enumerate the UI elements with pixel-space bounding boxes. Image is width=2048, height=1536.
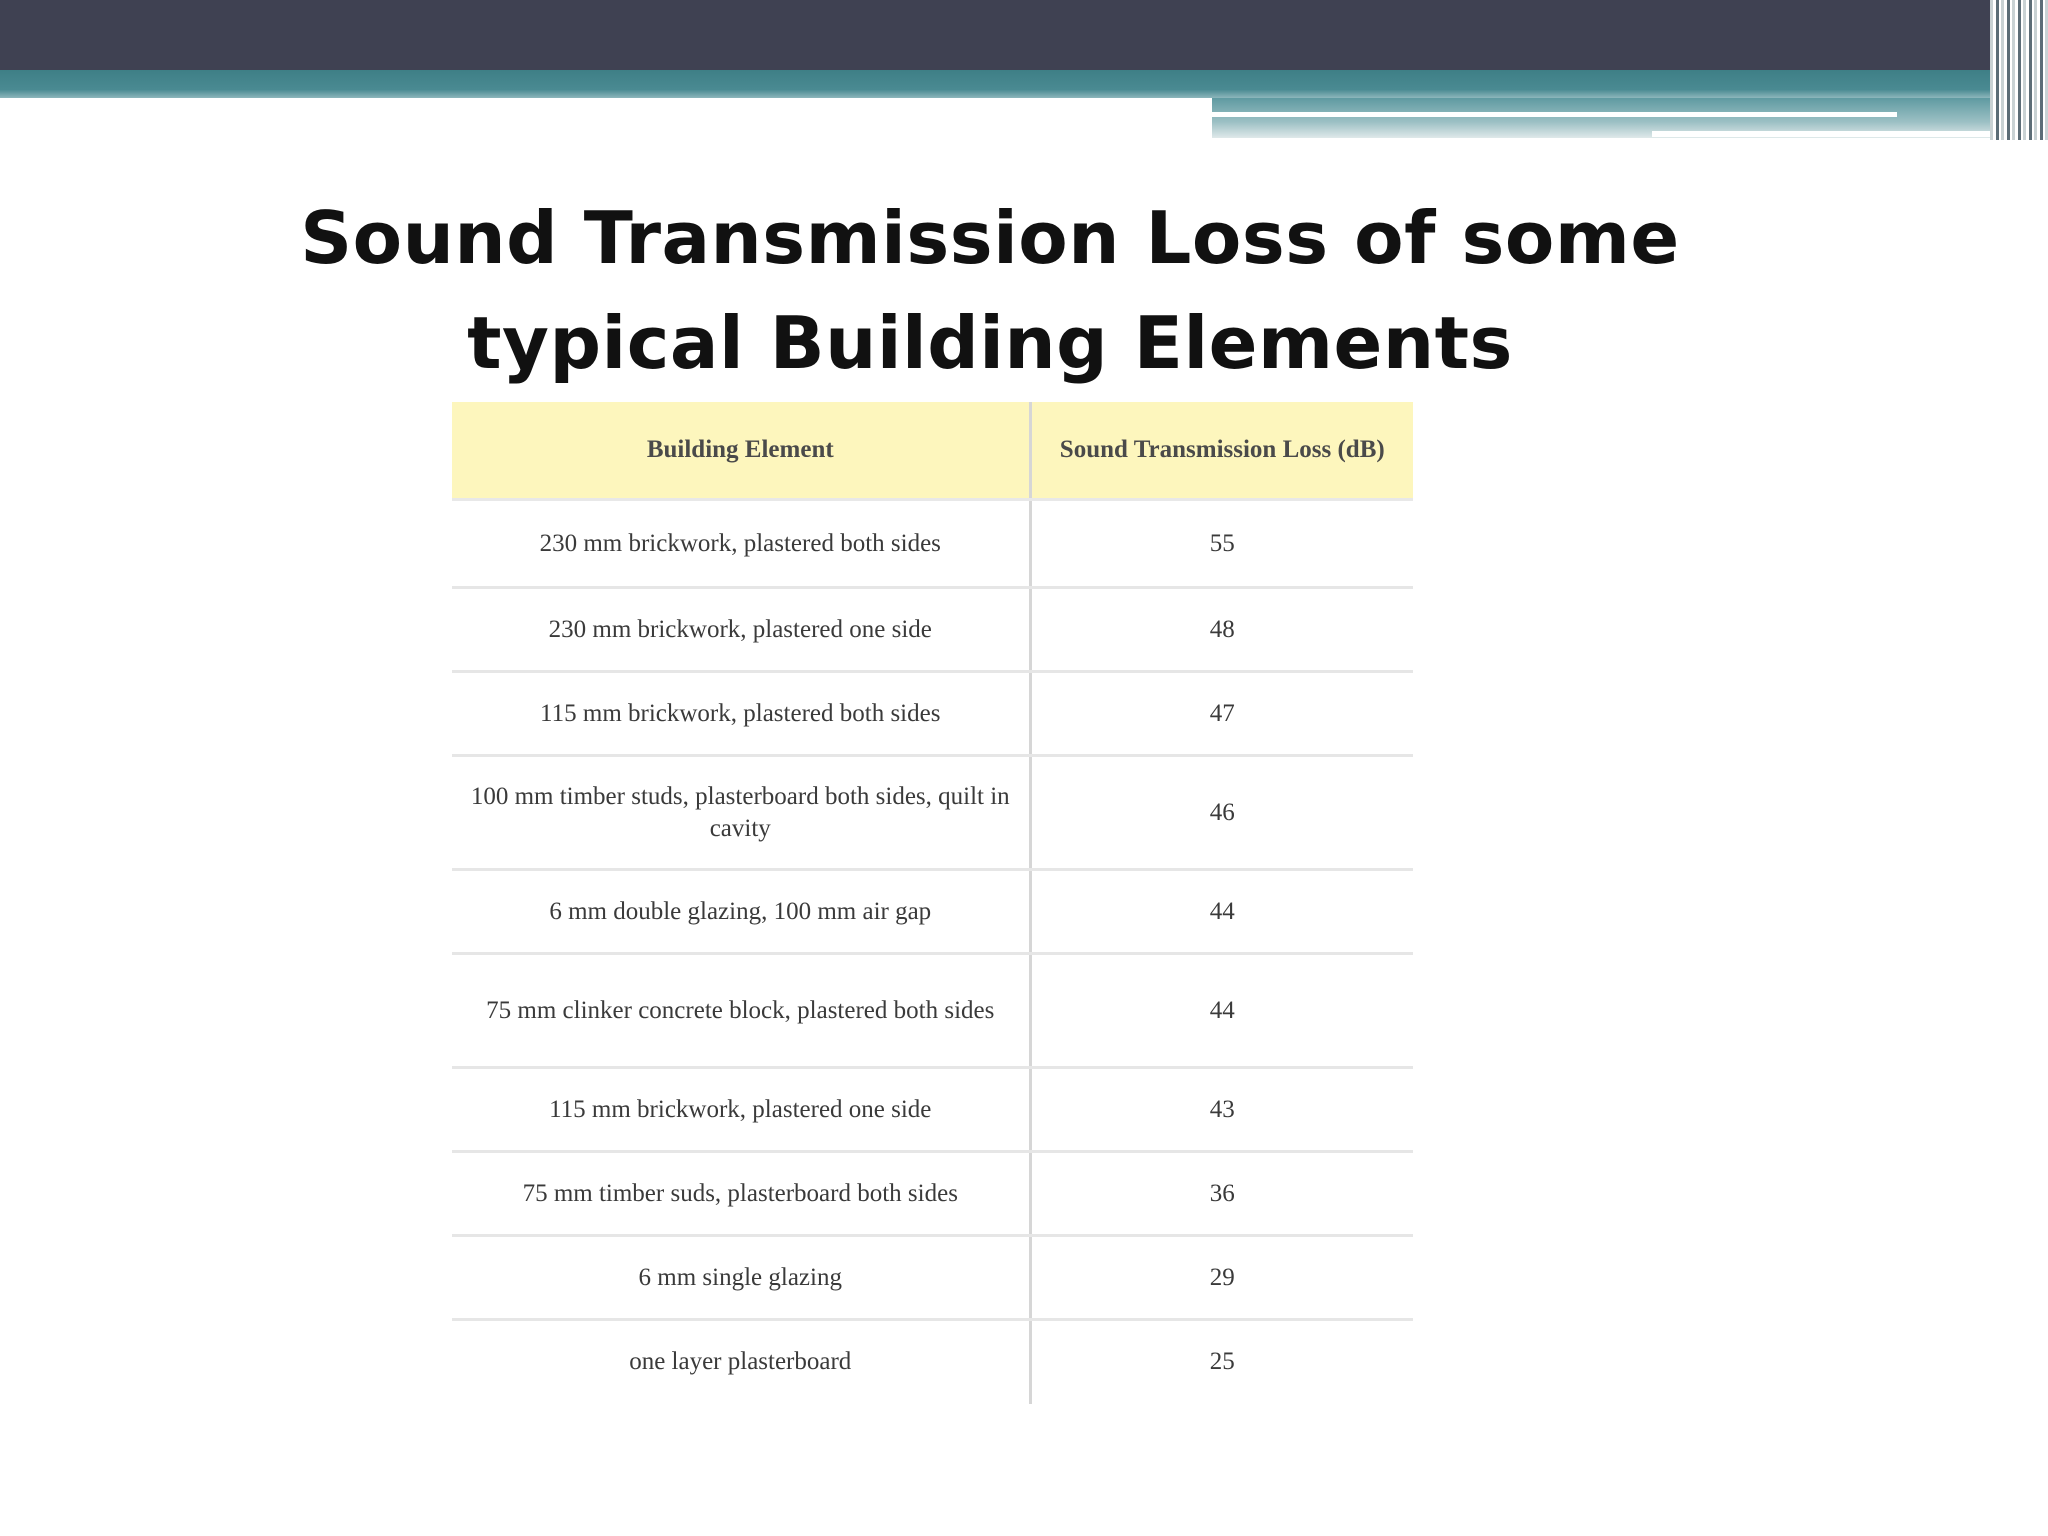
header-accent-line xyxy=(1212,112,1897,117)
table-row xyxy=(452,1236,1413,1320)
header-band-teal xyxy=(0,70,2048,98)
header-edge-stripes xyxy=(1990,0,2048,140)
table-row xyxy=(452,870,1413,954)
cell-loss: 48 xyxy=(1030,588,1413,672)
cell-loss: 43 xyxy=(1030,1068,1413,1152)
cell-loss: 46 xyxy=(1030,756,1413,870)
cell-loss: 44 xyxy=(1030,870,1413,954)
table-header-row xyxy=(452,402,1413,500)
cell-loss: 55 xyxy=(1030,500,1413,588)
cell-element: 6 mm double glazing, 100 mm air gap xyxy=(452,870,1030,954)
header-band-dark xyxy=(0,0,2048,70)
table-row xyxy=(452,1320,1413,1404)
table-row xyxy=(452,672,1413,756)
column-header-element: Building Element xyxy=(452,402,1030,500)
cell-loss: 47 xyxy=(1030,672,1413,756)
cell-element: 75 mm clinker concrete block, plastered both sides xyxy=(452,954,1030,1068)
table-row xyxy=(452,1152,1413,1236)
cell-element: 230 mm brickwork, plastered one side xyxy=(452,588,1030,672)
cell-element: 115 mm brickwork, plastered both sides xyxy=(452,672,1030,756)
cell-element: 100 mm timber studs, plasterboard both sides, quilt in cavity xyxy=(452,756,1030,870)
cell-element: 6 mm single glazing xyxy=(452,1236,1030,1320)
cell-element: 115 mm brickwork, plastered one side xyxy=(452,1068,1030,1152)
cell-loss: 44 xyxy=(1030,954,1413,1068)
cell-element: 230 mm brickwork, plastered both sides xyxy=(452,500,1030,588)
table-row xyxy=(452,500,1413,588)
table-row xyxy=(452,1068,1413,1152)
slide-title: Sound Transmission Loss of some typical Building Elements xyxy=(300,196,1680,385)
cell-loss: 29 xyxy=(1030,1236,1413,1320)
header-accent-line xyxy=(1652,131,2008,137)
cell-loss: 36 xyxy=(1030,1152,1413,1236)
transmission-loss-table xyxy=(452,402,1413,1404)
column-header-loss: Sound Transmission Loss (dB) xyxy=(1030,402,1413,500)
cell-element: one layer plasterboard xyxy=(452,1320,1030,1404)
table-row xyxy=(452,756,1413,870)
cell-element: 75 mm timber suds, plasterboard both sides xyxy=(452,1152,1030,1236)
table-row xyxy=(452,588,1413,672)
cell-loss: 25 xyxy=(1209,1348,1235,1376)
table-row xyxy=(452,954,1413,1068)
